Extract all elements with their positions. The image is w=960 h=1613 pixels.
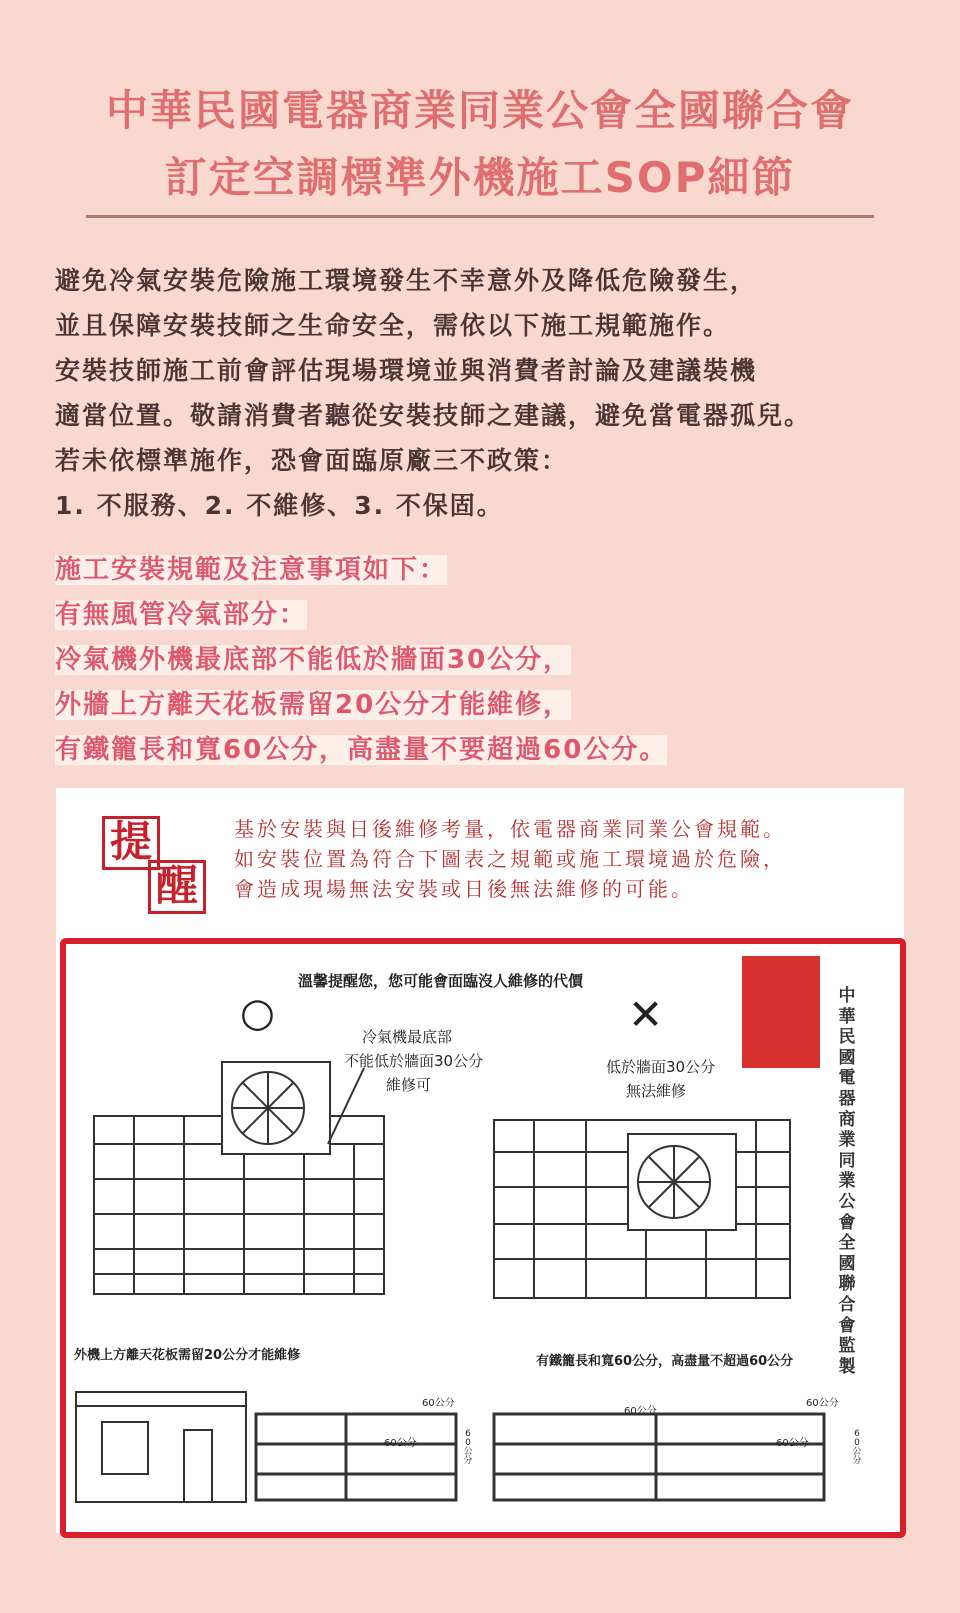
dimension-label: 60公分 [422, 1398, 455, 1409]
ok-outdoor-unit [222, 1062, 330, 1154]
intro-line: 適當位置。敬請消費者聽從安裝技師之建議，避免當電器孤兒。 [55, 401, 812, 430]
intro-line: 並且保障安裝技師之生命安全，需依以下施工規範施作。 [55, 311, 731, 340]
stamp-char: 醒 [148, 860, 206, 914]
reminder-line: 如安裝位置為符合下圖表之規範或施工環境過於危險， [234, 847, 786, 871]
diagram-frame [60, 938, 906, 1538]
bottom-cage-2 [494, 1414, 824, 1500]
note-line: 有鐵籠長和寬60公分，高盡量不要超過60公分。 [55, 735, 668, 765]
reminder-line: 基於安裝與日後維修考量，依電器商業同業公會規範。 [234, 817, 786, 841]
intro-line: 1. 不服務、2. 不維修、3. 不保固。 [55, 491, 504, 520]
bottom-left-room [76, 1392, 246, 1502]
title-divider [86, 215, 874, 218]
bottom-cage-1 [256, 1414, 456, 1500]
dimension-label: 60公分 [776, 1438, 809, 1449]
intro-line: 若未依標準施作，恐會面臨原廠三不政策： [55, 446, 569, 475]
note-line: 施工安裝規範及注意事項如下： [55, 555, 448, 585]
dimension-label: 60公分 [384, 1438, 417, 1449]
ng-outdoor-unit [628, 1134, 736, 1230]
bottom-right-label: 有鐵籠長和寬60公分，高盡量不超過60公分 [536, 1354, 794, 1369]
intro-paragraph [55, 258, 935, 528]
reminder-text [234, 814, 874, 904]
vertical-org-name: 中華民國電器商業同業公會全國聯合會監製 [838, 986, 856, 1377]
installation-figure [56, 788, 904, 1533]
reminder-stamp [102, 816, 208, 912]
association-seal-image [742, 956, 820, 1068]
ok-mark: ○ [240, 990, 275, 1036]
note-line: 外牆上方離天花板需留20公分才能維修， [55, 690, 572, 720]
dimension-label-vertical: 60公分 [852, 1429, 862, 1466]
ok-text-line: 冷氣機最底部 [362, 1028, 453, 1046]
ng-mark: ✕ [628, 990, 664, 1039]
page-title-line1: 中華民國電器商業同業公會全國聯合會 [105, 86, 854, 135]
frame-title: 溫馨提醒您，您可能會面臨沒人維修的代價 [298, 972, 584, 990]
ng-text-line: 低於牆面30公分 [606, 1058, 716, 1076]
stamp-char: 提 [102, 816, 160, 870]
ok-pointer [328, 1068, 364, 1144]
notes-section [55, 548, 935, 773]
page-title-line2: 訂定空調標準外機施工SOP細節 [164, 153, 796, 202]
note-line: 有無風管冷氣部分： [55, 600, 308, 630]
ok-text-line: 維修可 [386, 1076, 432, 1094]
ok-text-line: 不能低於牆面30公分 [344, 1052, 484, 1070]
intro-line: 安裝技師施工前會評估現場環境並與消費者討論及建議裝機 [55, 356, 758, 385]
ng-text-line: 無法維修 [626, 1082, 687, 1100]
dimension-label-vertical: 60公分 [463, 1429, 473, 1466]
dimension-label: 60公分 [806, 1398, 839, 1409]
dimension-label: 60公分 [624, 1406, 657, 1417]
note-line: 冷氣機外機最底部不能低於牆面30公分， [55, 645, 572, 675]
bottom-left-label: 外機上方離天花板需留20公分才能維修 [74, 1348, 301, 1363]
reminder-line: 會造成現場無法安裝或日後無法維修的可能。 [234, 877, 694, 901]
intro-line: 避免冷氣安裝危險施工環境發生不幸意外及降低危險發生， [55, 266, 758, 295]
